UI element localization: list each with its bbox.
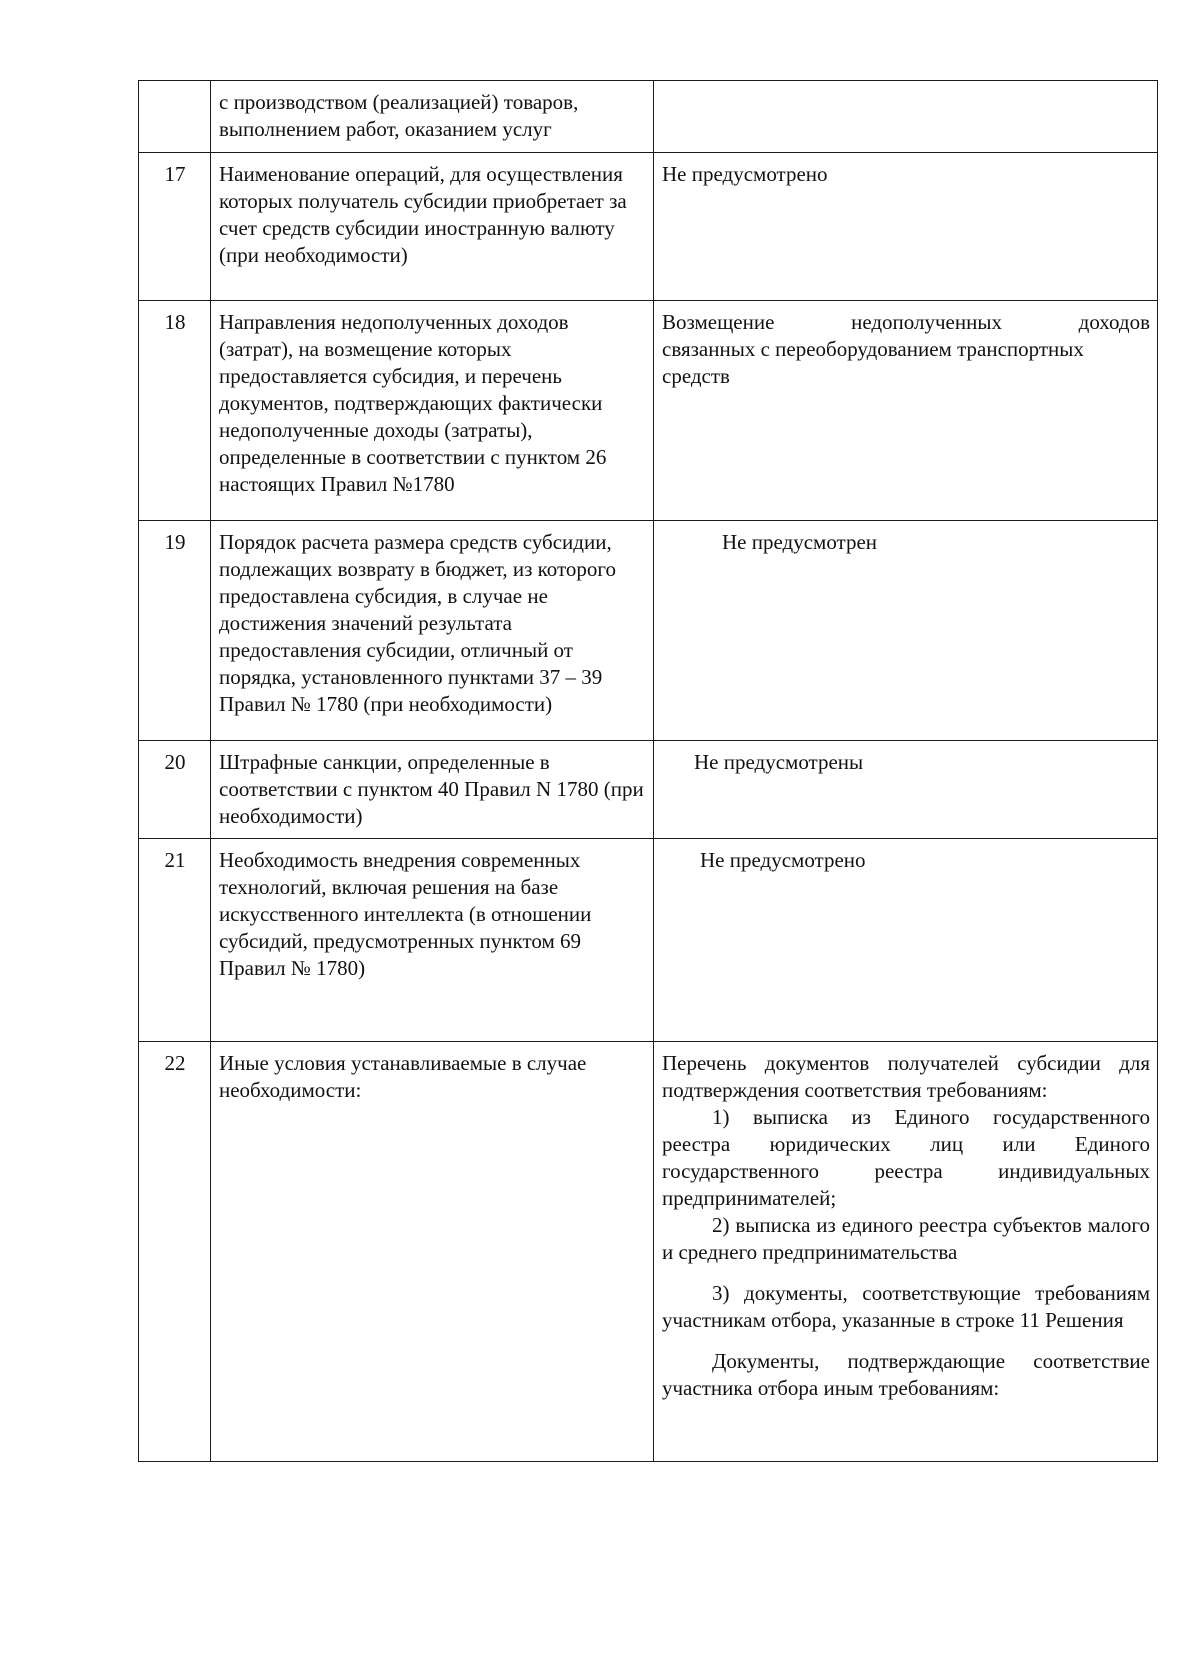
table-row — [139, 81, 1158, 153]
row-description: Необходимость внедрения современных технологий, включая решения на базе искусственного интеллекта (в отношении субсидий, предусмотренных пунктом 69 Правил № 1780) — [211, 839, 654, 1042]
table-row — [139, 153, 1158, 301]
documents-intro: Перечень документов получателей субсидии для подтверждения соответствия требованиям: — [662, 1051, 1150, 1102]
value-rest: связанных с переоборудованием транспортных средств — [662, 337, 1084, 388]
row-description: Порядок расчета размера средств субсидии, подлежащих возврату в бюджет, из которого предоставлена субсидия, в случае не достижения значений результата предоставления субсидии, отличный от порядка, установленного пунктами 37 – 39 Правил № 1780 (при необходимости) — [211, 521, 654, 741]
table-row — [139, 839, 1158, 1042]
row-description: Штрафные санкции, определенные в соответствии с пунктом 40 Правил N 1780 (при необходимости) — [211, 741, 654, 839]
row-number — [139, 81, 211, 153]
row-description: Направления недополученных доходов (затрат), на возмещение которых предоставляется субсидия, и перечень документов, подтверждающих фактически недополученные доходы (затраты), определенные в соответствии с пунктом 26 настоящих Правил №1780 — [211, 301, 654, 521]
row-value: Не предусмотрено — [654, 153, 1158, 301]
row-value — [654, 1042, 1158, 1462]
row-description: с производством (реализацией) товаров, выполнением работ, оказанием услуг — [211, 81, 654, 153]
row-value: Не предусмотрены — [694, 750, 864, 774]
value-first-line: Возмещение недополученных доходов — [662, 310, 1150, 334]
row-number: 17 — [139, 153, 211, 301]
row-description: Наименование операций, для осуществления которых получатель субсидии приобретает за счет средств субсидии иностранную валюту (при необходимости) — [211, 153, 654, 301]
row-value — [654, 81, 1158, 153]
row-value — [654, 301, 1158, 521]
row-number: 21 — [139, 839, 211, 1042]
row-number: 18 — [139, 301, 211, 521]
row-value: Не предусмотрен — [722, 530, 878, 554]
document-item-1: 1) выписка из Единого государственного реестра юридических лиц или Единого государственного реестра индивидуальных предпринимателей; — [662, 1105, 1150, 1210]
table-row — [139, 301, 1158, 521]
document-item-2: 2) выписка из единого реестра субъектов малого и среднего предпринимательства — [662, 1213, 1150, 1264]
documents-closing: Документы, подтверждающие соответствие участника отбора иным требованиям: — [662, 1349, 1150, 1400]
row-number: 20 — [139, 741, 211, 839]
row-number: 19 — [139, 521, 211, 741]
table-row — [139, 741, 1158, 839]
table-row — [139, 521, 1158, 741]
table-row — [139, 1042, 1158, 1462]
document-item-3: 3) документы, соответствующие требованиям участникам отбора, указанные в строке 11 Решения — [662, 1281, 1150, 1332]
row-number: 22 — [139, 1042, 211, 1462]
conditions-table — [138, 80, 1158, 1462]
row-description: Иные условия устанавливаемые в случае необходимости: — [211, 1042, 654, 1462]
row-value: Не предусмотрено — [700, 848, 866, 872]
